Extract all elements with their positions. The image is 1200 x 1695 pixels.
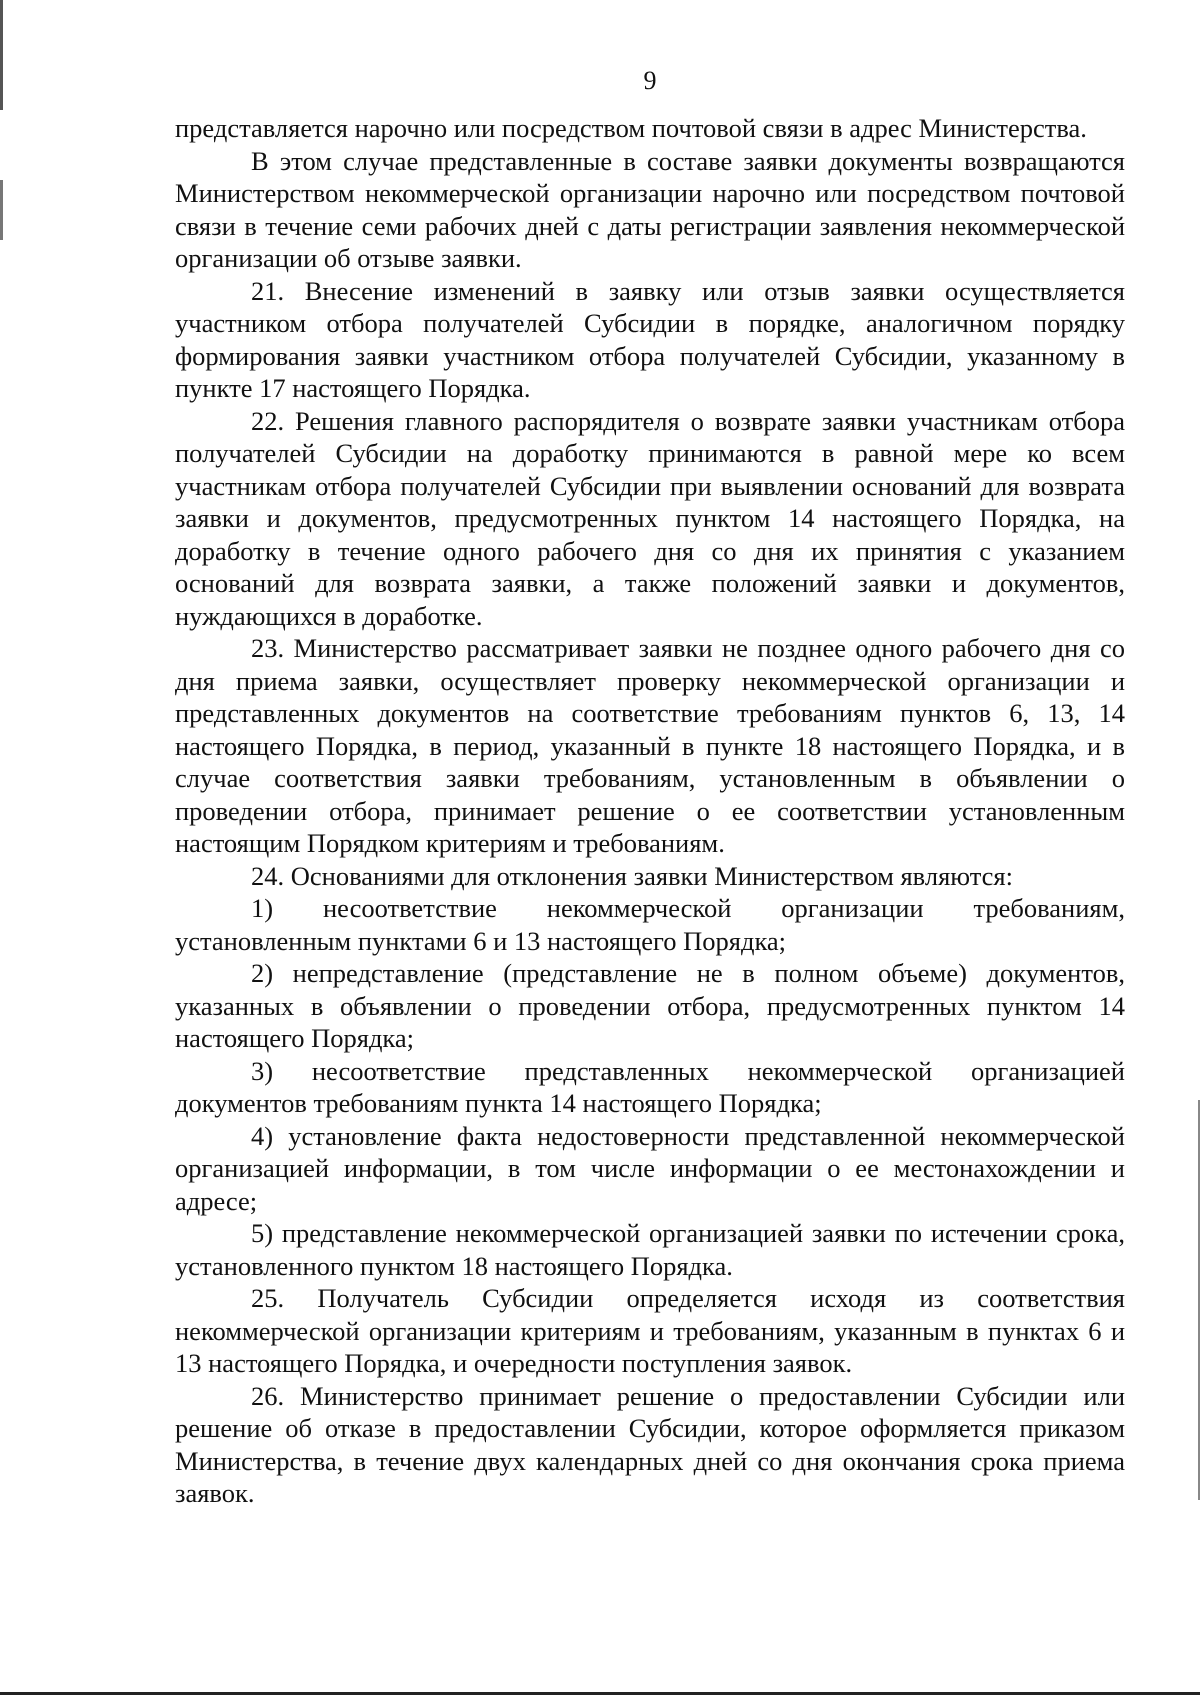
paragraph-21: 21. Внесение изменений в заявку или отзыв заявки осуществляется участником отбора получателей Субсидии в порядке, аналогичном порядку формирования заявки участником отбора получателей Субсидии, указанному в пункте 17 настоящего Порядка. (175, 275, 1125, 403)
list-item-2: 2) непредставление (представление не в полном объеме) документов, указанных в объявлении о проведении отбора, предусмотренных пунктом 14 настоящего Порядка; (175, 958, 1125, 1053)
paragraph-22: 22. Решения главного распорядителя о возврате заявки участникам отбора получателей Субсидии на доработку принимаются в равной мере ко всем участникам отбора получателей Субсидии при выявлении оснований для возврата заявки и документов, предусмотренных пунктом 14 настоящего Порядка, на доработку в течение одного рабочего дня со дня их принятия с указанием оснований для возврата заявки, а также положений заявки и документов, нуждающихся в доработке. (175, 405, 1125, 631)
paragraph-23: 23. Министерство рассматривает заявки не позднее одного рабочего дня со дня приема заявки, осуществляет проверку некоммерческой организации и представленных документов на соответствие требованиям пунктов 6, 13, 14 настоящего Порядка, в период, указанный в пункте 18 настоящего Порядка, и в случае соответствия заявки требованиям, установленным в объявлении о проведении отбора, принимает решение о ее соответствии установленным настоящим Порядком критериям и требованиям. (175, 633, 1125, 858)
list-item-5: 5) представление некоммерческой организацией заявки по истечении срока, установленного пунктом 18 настоящего Порядка. (175, 1218, 1125, 1281)
paragraph-continuation: представляется нарочно или посредством почтовой связи в адрес Министерства. (175, 113, 1087, 143)
paragraph-25: 25. Получатель Субсидии определяется исходя из соответствия некоммерческой организации критериям и требованиям, указанным в пунктах 6 и 13 настоящего Порядка, и очередности поступления заявок. (175, 1283, 1125, 1378)
paragraph-24: 24. Основаниями для отклонения заявки Министерством являются: (251, 860, 1013, 891)
list-item-4: 4) установление факта недостоверности представленной некоммерческой организацией информации, в том числе информации о ее местонахождении и адресе; (175, 1120, 1125, 1216)
paragraph-return-documents: В этом случае представленные в составе заявки документы возвращаются Министерством некоммерческой организации нарочно или посредством почтовой связи в течение семи рабочих дней с даты регистрации заявления некоммерческой организации об отзыве заявки. (175, 145, 1125, 273)
document-body (175, 112, 1125, 1510)
paragraph-26: 26. Министерство принимает решение о предоставлении Субсидии или решение об отказе в предоставлении Субсидии, которое оформляется приказом Министерства, в течение двух календарных дней со дня окончания срока приема заявок. (175, 1380, 1125, 1508)
list-item-1: 1) несоответствие некоммерческой организации требованиям, установленным пунктами 6 и 13 настоящего Порядка; (175, 893, 1125, 956)
page-number: 9 (643, 66, 657, 95)
scan-edge-left (0, 0, 3, 1695)
list-item-3: 3) несоответствие представленных некоммерческой организацией документов требованиям пункта 14 настоящего Порядка; (175, 1055, 1125, 1118)
